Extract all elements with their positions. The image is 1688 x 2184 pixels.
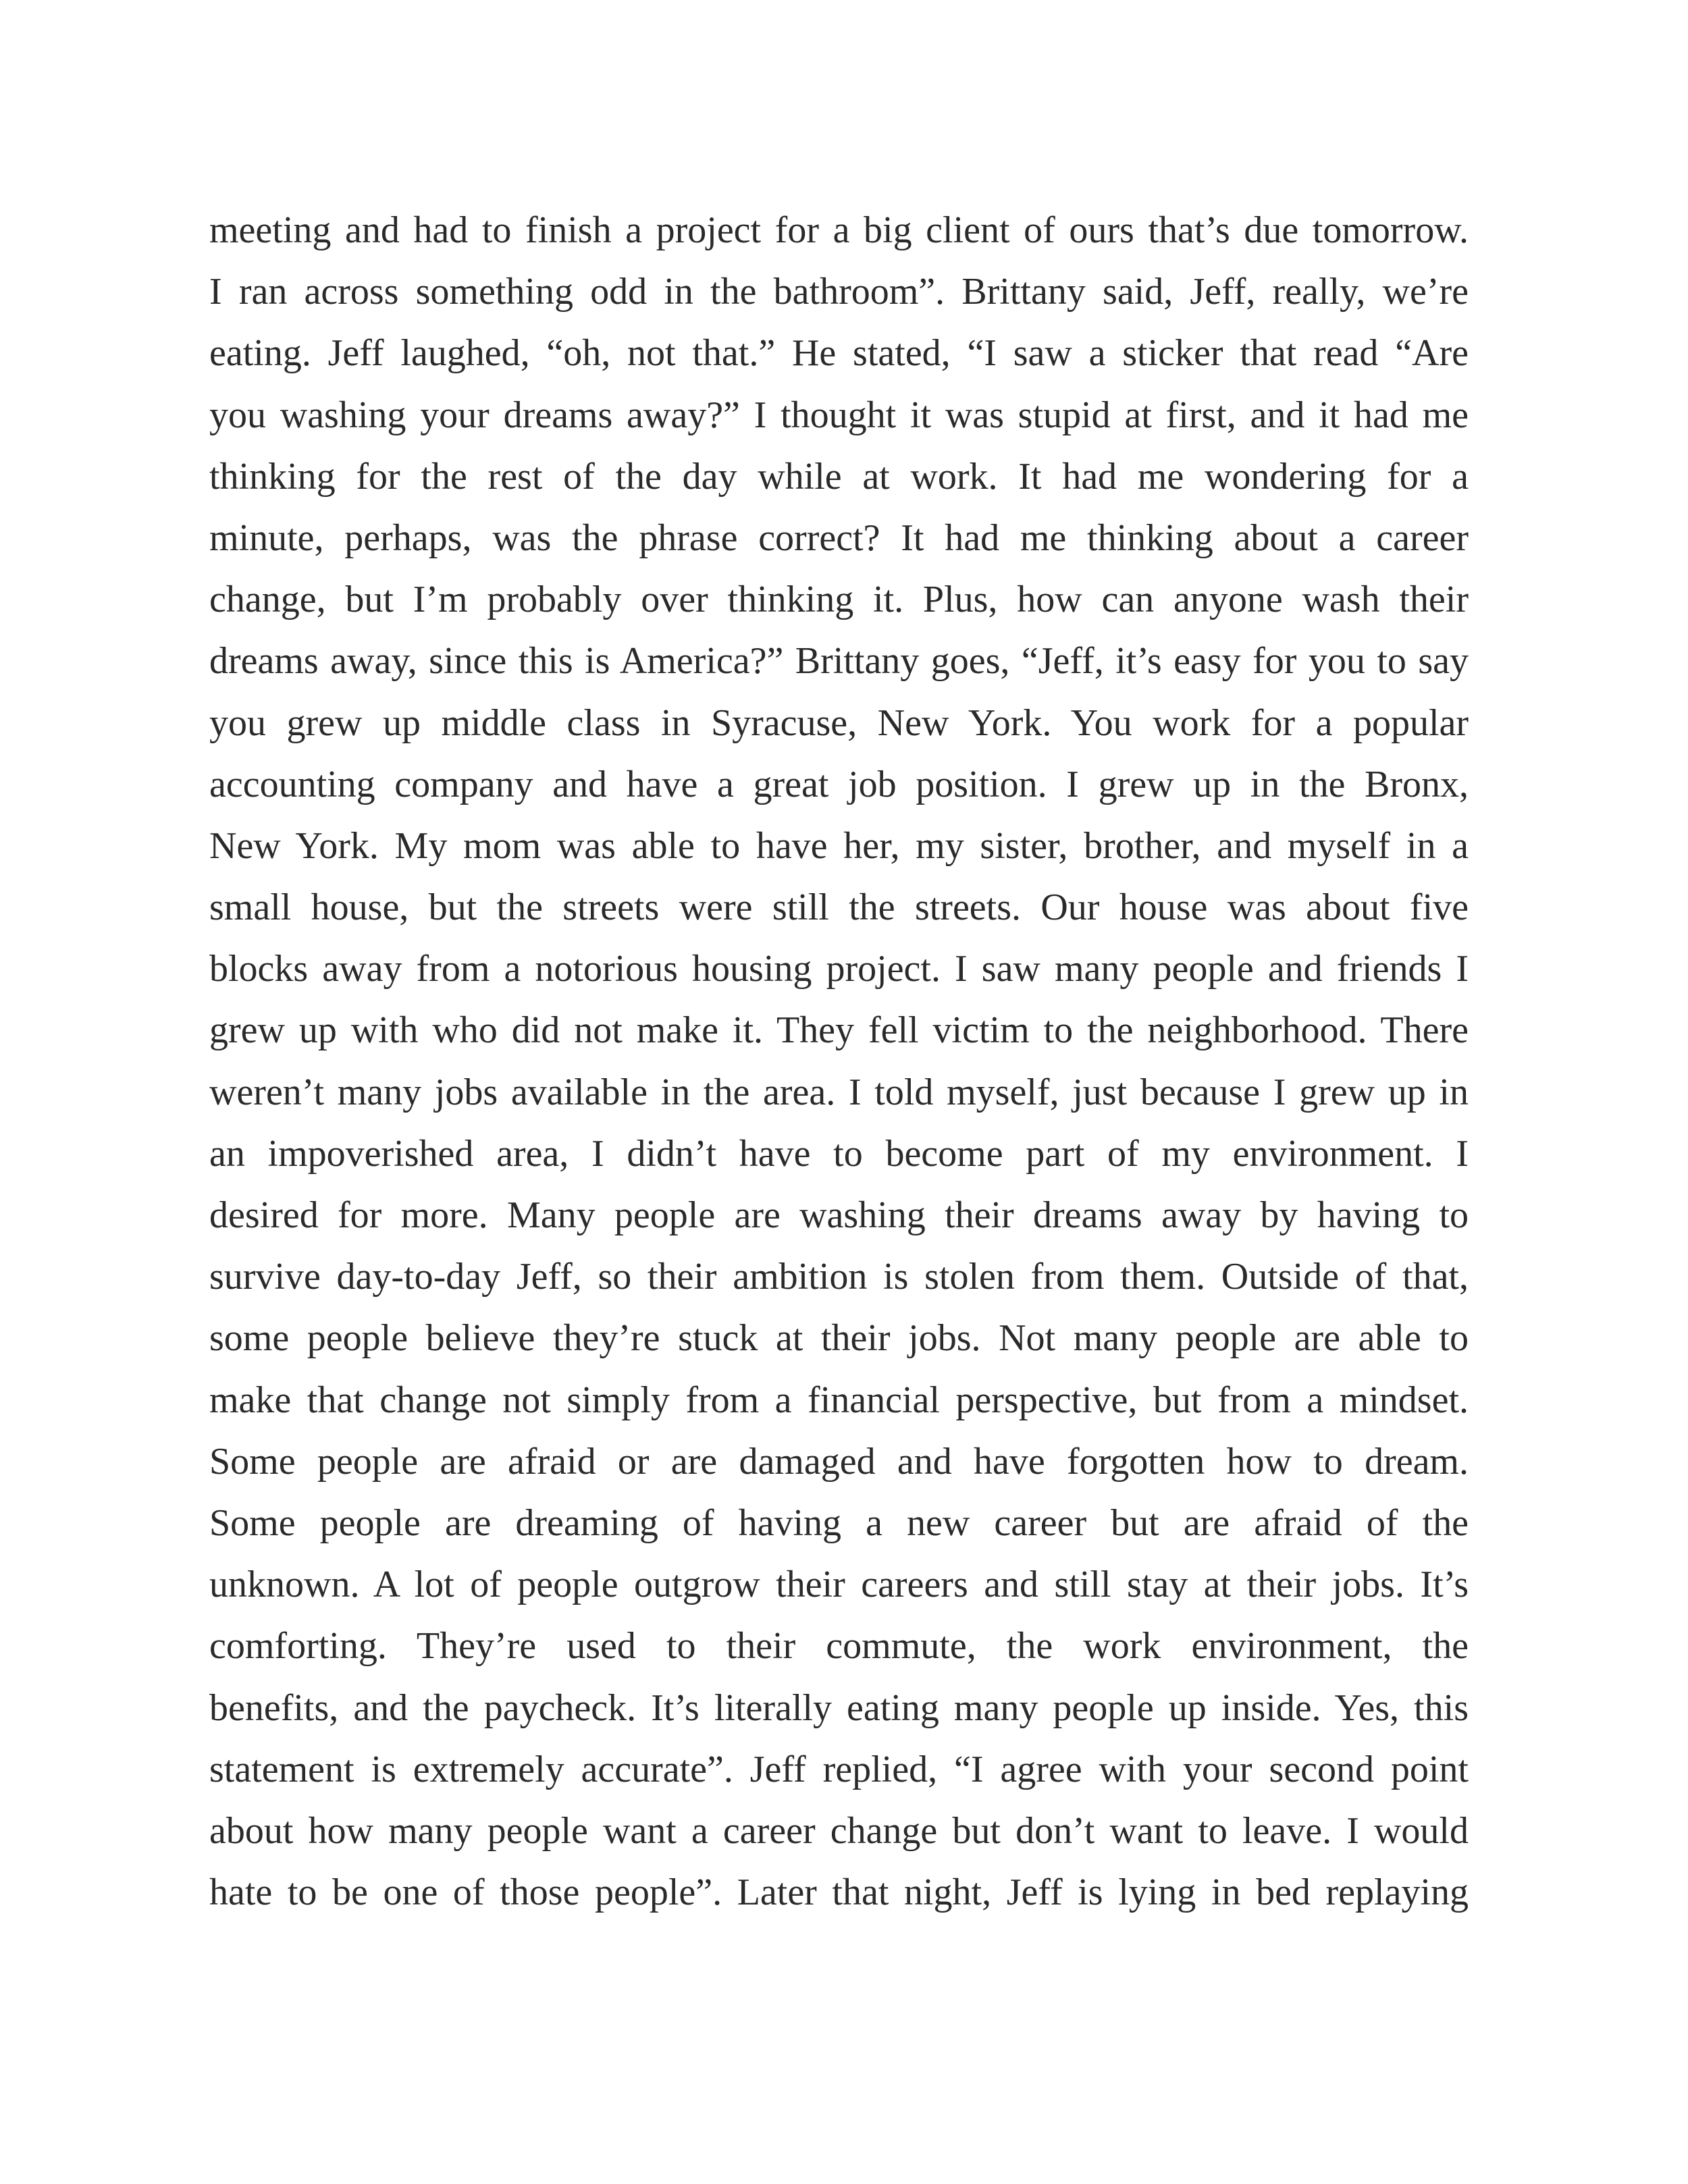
text-line: unknown. A lot of people outgrow their careers and still stay at their jobs. It’s (209, 1564, 1469, 1606)
text-line: minute, perhaps, was the phrase correct? It had me thinking about a career (209, 516, 1469, 559)
text-line: survive day-to-day Jeff, so their ambition is stolen from them. Outside of that, (209, 1256, 1469, 1298)
text-line: weren’t many jobs available in the area. I told myself, just because I grew up in (209, 1071, 1469, 1113)
text-line: comforting. They’re used to their commute, the work environment, the (209, 1625, 1469, 1668)
text-line: an impoverished area, I didn’t have to become part of my environment. I (209, 1132, 1469, 1175)
body-text (209, 200, 1469, 1923)
text-line: accounting company and have a great job position. I grew up in the Bronx, (209, 763, 1469, 805)
text-line: I ran across something odd in the bathroom”. Brittany said, Jeff, really, we’re (209, 271, 1469, 313)
text-line: meeting and had to finish a project for a big client of ours that’s due tomorrow. (209, 209, 1469, 251)
text-line: some people believe they’re stuck at their jobs. Not many people are able to (209, 1317, 1469, 1360)
text-line: eating. Jeff laughed, “oh, not that.” He stated, “I saw a sticker that read “Are (209, 332, 1469, 375)
text-line: statement is extremely accurate”. Jeff replied, “I agree with your second point (209, 1748, 1469, 1790)
text-line: change, but I’m probably over thinking it. Plus, how can anyone wash their (209, 579, 1469, 621)
text-line: thinking for the rest of the day while at work. It had me wondering for a (209, 455, 1469, 498)
text-line: you grew up middle class in Syracuse, New York. You work for a popular (209, 701, 1469, 744)
text-line: dreams away, since this is America?” Brittany goes, “Jeff, it’s easy for you to say (209, 640, 1469, 683)
text-line: Some people are dreaming of having a new career but are afraid of the (209, 1501, 1469, 1544)
text-line: blocks away from a notorious housing project. I saw many people and friends I (209, 948, 1469, 990)
text-line: small house, but the streets were still the streets. Our house was about five (209, 886, 1469, 929)
text-line: hate to be one of those people”. Later that night, Jeff is lying in bed replaying (209, 1871, 1469, 1914)
text-line: New York. My mom was able to have her, my sister, brother, and myself in a (209, 824, 1469, 867)
text-line: about how many people want a career change but don’t want to leave. I would (209, 1809, 1469, 1852)
text-line: grew up with who did not make it. They fell victim to the neighborhood. There (209, 1009, 1469, 1052)
text-line: desired for more. Many people are washing their dreams away by having to (209, 1194, 1469, 1236)
text-line: make that change not simply from a financial perspective, but from a mindset. (209, 1379, 1469, 1421)
text-line: you washing your dreams away?” I thought it was stupid at first, and it had me (209, 394, 1469, 436)
text-line: Some people are afraid or are damaged and have forgotten how to dream. (209, 1440, 1469, 1483)
text-line: benefits, and the paycheck. It’s literally eating many people up inside. Yes, this (209, 1686, 1469, 1729)
